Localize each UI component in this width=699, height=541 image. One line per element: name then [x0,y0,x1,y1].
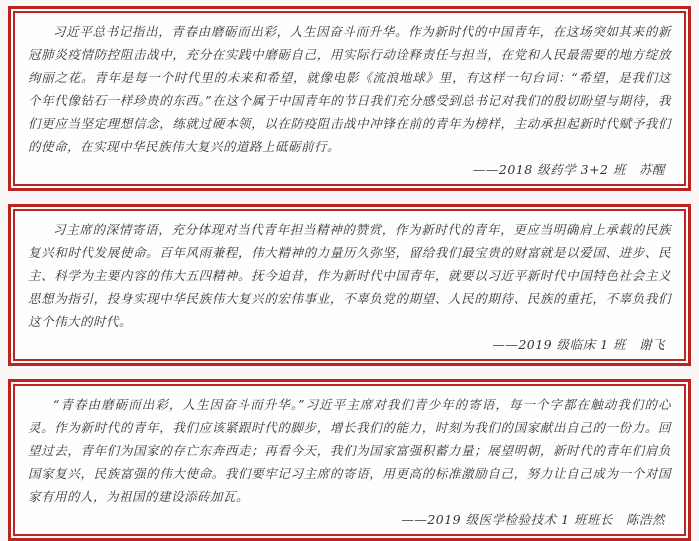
quote-3-signature: ——2019 级医学检验技术 1 班班长 陈浩然 [401,512,665,527]
quote-box-1 [8,6,691,191]
quote-box-2 [8,204,691,366]
quote-box-1-inner-border [13,11,686,186]
quote-box-3 [8,379,691,541]
quote-1-text: 习近平总书记指出，青春由磨砺而出彩，人生因奋斗而升华。作为新时代的中国青年，在这场突如其来的新冠肺炎疫情防控阻击战中，充分在实践中磨砺自己，用实际行动诠释责任与担当，在党和人民最需要的地方绽放绚丽之花。青年是每一个时代里的未来和希望，就像电影《流浪地球》里，有这样一句台词：“希望，是我们这个年代像钻石一样珍贵的东西。”在这个属于中国青年的节日我们充分感受到总书记对我们的殷切盼望与期待，我们更应当坚定理想信念，练就过硬本领，以在防疫阻击战中冲锋在前的青年为榜样，主动承担起新时代赋予我们的使命，在实现中华民族伟大复兴的道路上砥砺前行。 [28,24,671,154]
quote-box-2-inner-border [13,209,686,361]
quote-1-signature: ——2018 级药学 3+2 班 苏醒 [472,162,665,177]
quote-2-text: 习主席的深情寄语，充分体现对当代青年担当精神的赞赏，作为新时代的青年，更应当明确肩上承载的民族复兴和时代发展使命。百年风雨兼程，伟大精神的力量历久弥坚，留给我们最宝贵的财富就是以爱国、进步、民主、科学为主要内容的伟大五四精神。抚今追昔，作为新时代中国青年，就要以习近平新时代中国特色社会主义思想为指引，投身实现中华民族伟大复兴的宏伟事业，不辜负党的期望、人民的期待、民族的重托，不辜负我们这个伟大的时代。 [28,222,671,329]
quote-2-signature: ——2019 级临床 1 班 谢飞 [492,337,665,352]
quote-3-text: “青春由磨砺而出彩，人生因奋斗而升华。”习近平主席对我们青少年的寄语，每一个字都在触动我们的心灵。作为新时代的青年，我们应该紧跟时代的脚步，增长我们的能力，时刻为我们的国家献出自己的一份力。回望过去，青年们为国家的存亡东奔西走；再看今天，我们为国家富强积蓄力量；展望明朝，新时代的青年们肩负国家复兴，民族富强的伟大使命。我们要牢记习主席的寄语，用更高的标准激励自己，努力让自己成为一个对国家有用的人，为祖国的建设添砖加瓦。 [28,397,671,504]
quote-box-3-inner-border [13,384,686,536]
